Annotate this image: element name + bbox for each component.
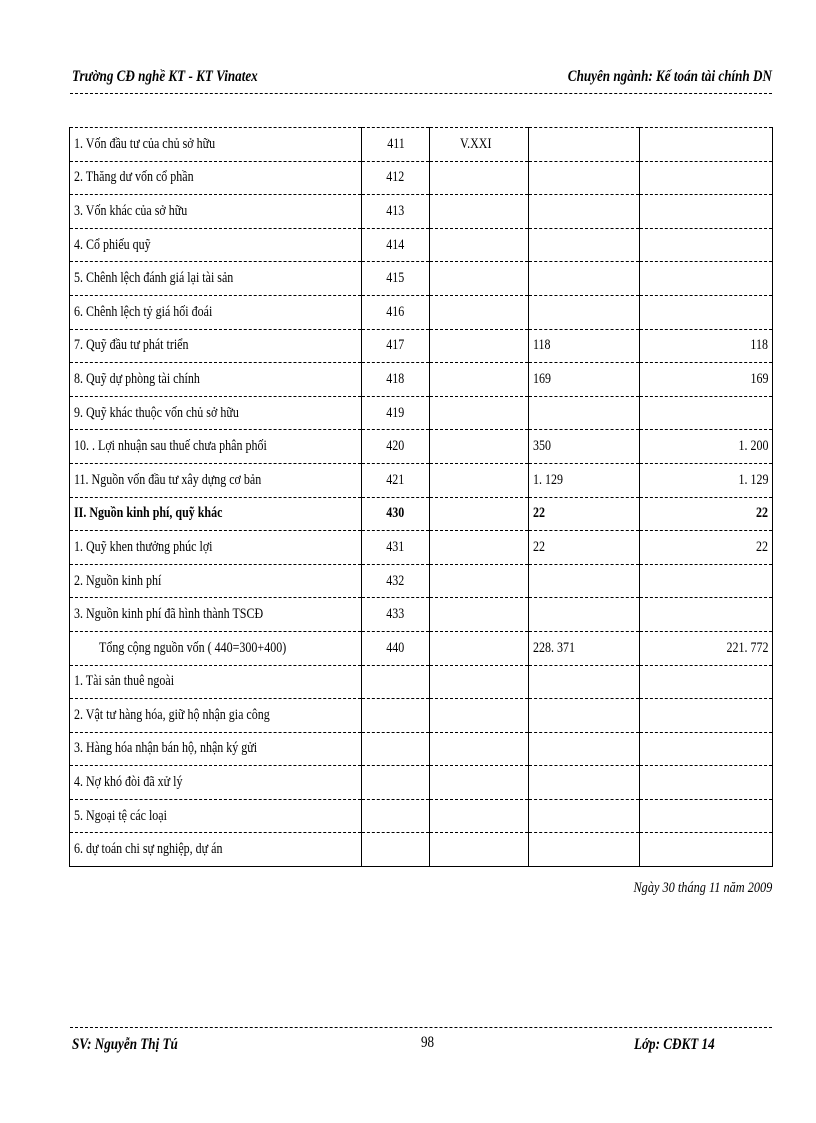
table-row (70, 598, 773, 632)
row-label-cell (70, 631, 362, 665)
row-code-cell (362, 732, 430, 766)
row-begin-value-cell (640, 766, 773, 800)
row-begin-value-cell (640, 531, 773, 565)
table-row (70, 396, 773, 430)
row-begin-value: 118 (750, 337, 768, 354)
row-note-cell (430, 295, 529, 329)
row-begin-value-cell (640, 195, 773, 229)
row-label: 5. Ngoại tệ các loại (74, 807, 167, 824)
row-code: 430 (386, 505, 405, 522)
row-begin-value-cell (640, 463, 773, 497)
row-label: 6. Chênh lệch tỷ giá hối đoái (74, 303, 213, 320)
row-label: Tổng cộng nguồn vốn ( 440=300+400) (98, 639, 286, 656)
row-code-cell (362, 598, 430, 632)
row-end-value-cell (529, 262, 640, 296)
row-begin-value-cell (640, 598, 773, 632)
row-end-value-cell (529, 128, 640, 162)
row-code: 418 (386, 370, 405, 387)
row-end-value-cell (529, 329, 640, 363)
row-code: 411 (386, 135, 405, 152)
row-note-cell (430, 463, 529, 497)
row-begin-value-cell (640, 799, 773, 833)
row-label-cell (70, 564, 362, 598)
row-label: 4. Nợ khó đòi đã xử lý (74, 774, 183, 791)
row-code-cell (362, 665, 430, 699)
row-label: 9. Quỹ khác thuộc vốn chủ sở hữu (74, 404, 239, 421)
row-code-cell (362, 128, 430, 162)
row-end-value-cell (529, 799, 640, 833)
row-label-cell (70, 833, 362, 867)
row-label: 2. Nguồn kinh phí (74, 572, 162, 589)
row-label-cell (70, 598, 362, 632)
row-code-cell (362, 833, 430, 867)
row-code-cell (362, 329, 430, 363)
row-label-cell (70, 665, 362, 699)
row-end-value-cell (529, 195, 640, 229)
row-label-cell (70, 430, 362, 464)
row-code-cell (362, 631, 430, 665)
row-begin-value-cell (640, 665, 773, 699)
table-row (70, 732, 773, 766)
row-note-cell (430, 430, 529, 464)
row-label-cell (70, 766, 362, 800)
footer-divider (70, 1027, 772, 1028)
row-begin-value: 22 (756, 505, 768, 522)
table-row (70, 363, 773, 397)
table-row (70, 161, 773, 195)
row-note-cell (430, 363, 529, 397)
row-begin-value-cell (640, 228, 773, 262)
row-label: 2. Thăng dư vốn cổ phần (74, 169, 194, 186)
row-label: 1. Tài sản thuê ngoài (74, 673, 175, 690)
row-note-cell (430, 329, 529, 363)
row-end-value: 228. 371 (533, 639, 575, 656)
row-code-cell (362, 161, 430, 195)
row-label-cell (70, 262, 362, 296)
row-note-cell (430, 665, 529, 699)
row-code-cell (362, 430, 430, 464)
row-label-cell (70, 732, 362, 766)
row-begin-value-cell (640, 363, 773, 397)
row-end-value-cell (529, 531, 640, 565)
row-note-cell (430, 195, 529, 229)
row-label: 10. . Lợi nhuận sau thuế chưa phân phối (74, 438, 267, 455)
row-code: 414 (386, 236, 405, 253)
date-line: Ngày 30 tháng 11 năm 2009 (633, 880, 772, 896)
header-major: Chuyên ngành: Kế toán tài chính DN (567, 68, 772, 85)
table-row (70, 228, 773, 262)
row-label: 5. Chênh lệch đánh giá lại tài sản (74, 270, 234, 287)
row-label: 8. Quỹ dự phòng tài chính (74, 370, 200, 387)
row-label-cell (70, 463, 362, 497)
row-code-cell (362, 564, 430, 598)
row-end-value-cell (529, 833, 640, 867)
row-label-cell (70, 228, 362, 262)
row-label: 3. Nguồn kinh phí đã hình thành TSCĐ (74, 606, 264, 623)
row-end-value-cell (529, 766, 640, 800)
row-code-cell (362, 228, 430, 262)
row-label-cell (70, 295, 362, 329)
row-code: 433 (386, 606, 405, 623)
table-row (70, 497, 773, 531)
row-note-cell (430, 766, 529, 800)
row-begin-value-cell (640, 732, 773, 766)
balance-sheet-table (69, 127, 773, 867)
row-end-value-cell (529, 363, 640, 397)
row-end-value-cell (529, 228, 640, 262)
row-code-cell (362, 699, 430, 733)
row-end-value: 118 (533, 337, 551, 354)
row-end-value-cell (529, 463, 640, 497)
row-note-cell (430, 531, 529, 565)
row-begin-value-cell (640, 262, 773, 296)
row-end-value-cell (529, 665, 640, 699)
row-code-cell (362, 497, 430, 531)
row-end-value: 22 (533, 505, 545, 522)
row-label-cell (70, 329, 362, 363)
row-code-cell (362, 463, 430, 497)
row-note: V.XXI (460, 135, 492, 152)
row-note-cell (430, 631, 529, 665)
row-note-cell (430, 732, 529, 766)
row-begin-value: 169 (750, 370, 768, 387)
row-note-cell (430, 497, 529, 531)
table-row (70, 564, 773, 598)
table-row (70, 665, 773, 699)
row-label: 3. Vốn khác của sở hữu (74, 202, 188, 219)
table-row (70, 799, 773, 833)
table-row (70, 430, 773, 464)
row-label: 2. Vật tư hàng hóa, giữ hộ nhận gia công (74, 706, 270, 723)
table-row (70, 295, 773, 329)
row-code-cell (362, 766, 430, 800)
row-label: 7. Quỹ đầu tư phát triển (74, 337, 189, 354)
row-label-cell (70, 531, 362, 565)
row-code-cell (362, 195, 430, 229)
row-begin-value-cell (640, 833, 773, 867)
footer-class: Lớp: CĐKT 14 (634, 1036, 715, 1053)
row-begin-value-cell (640, 631, 773, 665)
row-begin-value: 1. 129 (738, 471, 768, 488)
row-begin-value: 22 (756, 538, 768, 555)
row-code: 432 (386, 572, 405, 589)
row-code: 419 (386, 404, 405, 421)
row-label: 4. Cổ phiếu quỹ (74, 236, 151, 253)
row-label-cell (70, 699, 362, 733)
row-end-value: 1. 129 (533, 471, 563, 488)
row-end-value: 169 (533, 370, 551, 387)
page-number: 98 (421, 1034, 435, 1051)
table-row (70, 463, 773, 497)
row-note-cell (430, 161, 529, 195)
row-end-value: 350 (533, 438, 551, 455)
row-code: 431 (386, 538, 405, 555)
row-code: 417 (386, 337, 405, 354)
row-note-cell (430, 598, 529, 632)
row-end-value-cell (529, 161, 640, 195)
row-end-value-cell (529, 598, 640, 632)
row-end-value-cell (529, 732, 640, 766)
row-code-cell (362, 262, 430, 296)
row-begin-value: 1. 200 (738, 438, 768, 455)
row-begin-value: 221. 772 (726, 639, 768, 656)
row-note-cell (430, 564, 529, 598)
table-row (70, 766, 773, 800)
row-code: 415 (386, 270, 405, 287)
row-begin-value-cell (640, 396, 773, 430)
row-begin-value-cell (640, 161, 773, 195)
header-divider (70, 93, 772, 94)
table-row (70, 195, 773, 229)
table-row (70, 531, 773, 565)
row-code: 420 (386, 438, 405, 455)
row-code-cell (362, 396, 430, 430)
footer-student: SV: Nguyễn Thị Tú (72, 1036, 178, 1053)
row-code: 412 (386, 169, 405, 186)
row-code: 416 (386, 303, 405, 320)
row-label: 1. Quỹ khen thưởng phúc lợi (74, 538, 213, 555)
row-begin-value-cell (640, 699, 773, 733)
row-note-cell (430, 396, 529, 430)
table-row (70, 329, 773, 363)
row-note-cell (430, 833, 529, 867)
row-label: II. Nguồn kinh phí, quỹ khác (74, 505, 223, 522)
row-note-cell (430, 262, 529, 296)
row-note-cell (430, 699, 529, 733)
row-label: 3. Hàng hóa nhận bán hộ, nhận ký gửi (74, 740, 258, 757)
row-code-cell (362, 799, 430, 833)
row-label-cell (70, 497, 362, 531)
row-label: 6. dự toán chi sự nghiệp, dự án (74, 841, 223, 858)
row-end-value-cell (529, 497, 640, 531)
row-end-value-cell (529, 430, 640, 464)
row-code-cell (362, 531, 430, 565)
row-begin-value-cell (640, 564, 773, 598)
row-end-value-cell (529, 699, 640, 733)
row-note-cell (430, 128, 529, 162)
row-label-cell (70, 195, 362, 229)
row-begin-value-cell (640, 430, 773, 464)
row-label-cell (70, 396, 362, 430)
table-row (70, 631, 773, 665)
row-note-cell (430, 228, 529, 262)
table-row (70, 833, 773, 867)
header-school: Trường CĐ nghề KT - KT Vinatex (72, 68, 258, 85)
row-label: 1. Vốn đầu tư của chủ sở hữu (74, 135, 216, 152)
row-code: 421 (386, 471, 405, 488)
table-row (70, 699, 773, 733)
row-label-cell (70, 161, 362, 195)
row-begin-value-cell (640, 295, 773, 329)
row-begin-value-cell (640, 497, 773, 531)
row-end-value-cell (529, 631, 640, 665)
row-begin-value-cell (640, 329, 773, 363)
row-end-value-cell (529, 295, 640, 329)
table-row (70, 262, 773, 296)
row-label-cell (70, 363, 362, 397)
row-end-value-cell (529, 396, 640, 430)
row-end-value: 22 (533, 538, 545, 555)
row-end-value-cell (529, 564, 640, 598)
row-label: 11. Nguồn vốn đầu tư xây dựng cơ bản (74, 471, 262, 488)
table-row (70, 128, 773, 162)
row-label-cell (70, 128, 362, 162)
row-code: 413 (386, 202, 405, 219)
row-code: 440 (386, 639, 405, 656)
row-begin-value-cell (640, 128, 773, 162)
row-code-cell (362, 295, 430, 329)
row-note-cell (430, 799, 529, 833)
row-code-cell (362, 363, 430, 397)
row-label-cell (70, 799, 362, 833)
